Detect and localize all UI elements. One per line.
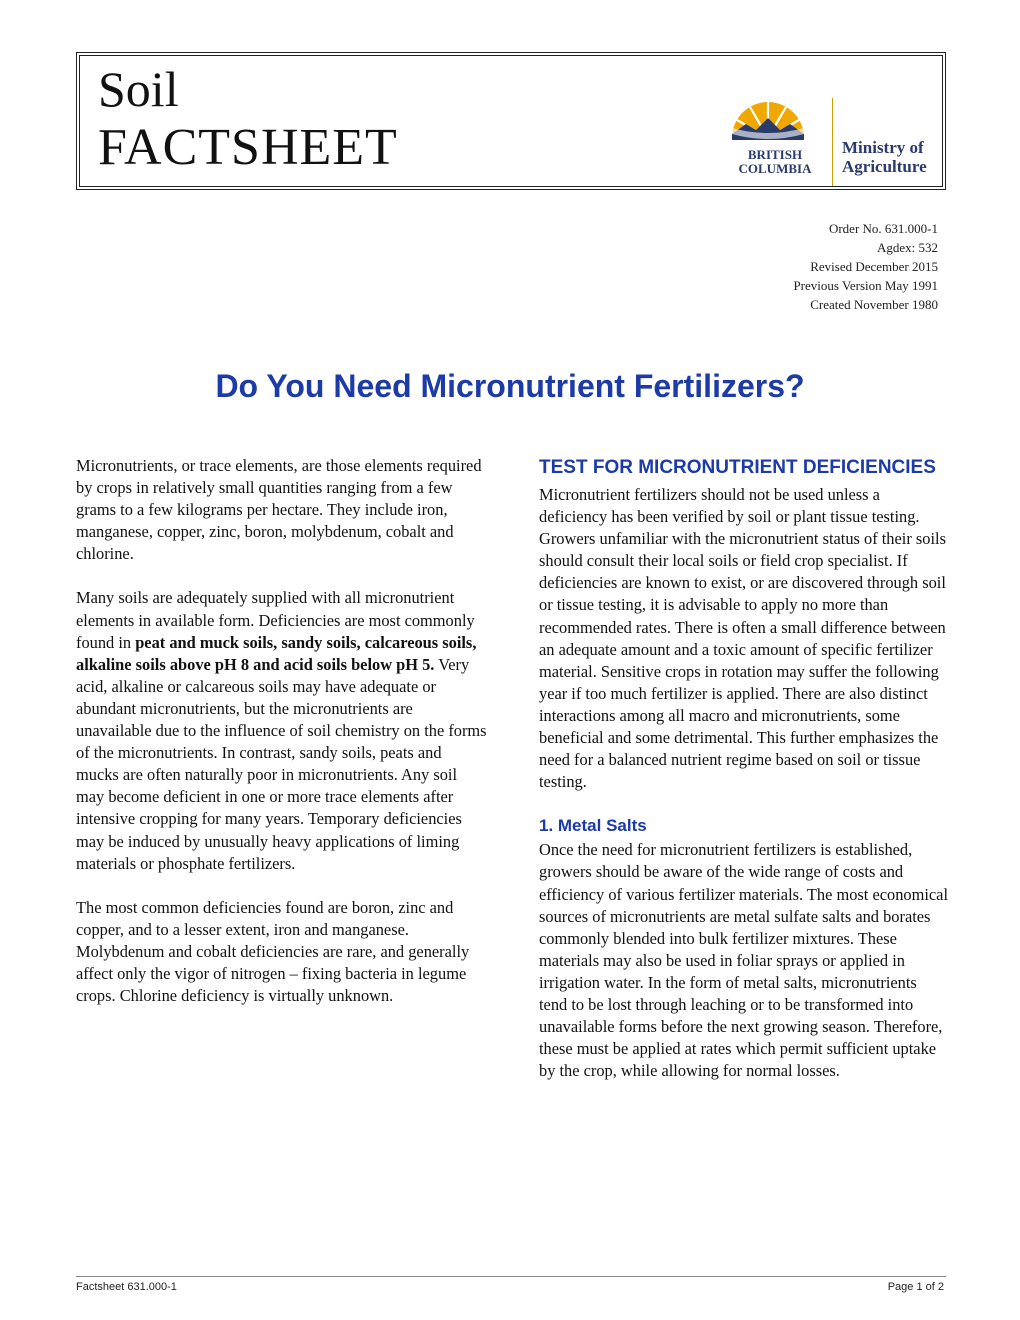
page-title: Do You Need Micronutrient Fertilizers? [215,368,805,404]
footer-page-number: Page 1 of 2 [887,1281,944,1293]
agdex: Agdex: 532 [876,240,938,255]
testing-paragraph: Micronutrient fertilizers should not be used unless a deficiency has been verified by soil or plant tissue testing. Growers unfamiliar with the micronutrient status of their soils should consult their local soils or field crop specialist. If deficiencies are known to exist, or are discovered through soil or tissue testing, it is advisable to apply no more than recommended rates. There is often a small difference between an adequate amount and a toxic amount of specific fertilizer material. Sensitive crops in rotation may suffer the following year if too much fertilizer is applied. There are also distinct interactions among all macro and micronutrients, some beneficial and some detrimental. This further emphasizes the need for a balanced nutrient regime based on soil or tissue testing. [539,485,946,792]
footer-divider [76,1276,946,1277]
footer-factsheet-number: Factsheet 631.000-1 [76,1281,177,1293]
bc-logo-text: BRITISH COLUMBIA [738,147,812,176]
deficiency-text-end: Very acid, alkaline or calcareous soils may have adequate or abundant micronutrients, but the micronutrients are unavailable due to the influence of soil chemistry on the forms of the micronutrients. In contrast, sandy soils, peats and mucks are often naturally poor in micronutrients. Any soil may become deficient in one or more trace elements after intensive cropping for many years. Temporary deficiencies may be induced by unusually heavy applications of liming materials or phosphate fertilizers. [76,654,487,873]
metal-salts-paragraph: Once the need for micronutrient fertilizers is established, growers should be aware of the wide range of costs and efficiency of various fertilizer materials. The most economical sources of micronutrients are metal sulfate salts and borates commonly blended into bulk fertilizer mixtures. These materials may also be used in foliar sprays or applied in irrigation water. In the form of metal salts, micronutrients tend to be lost through leaching or to be transformed into unavailable forms before the next growing season. Therefore, these must be applied at rates which permit sufficient uptake by the crop, while allowing for normal losses. [539,840,948,1081]
document-metadata [793,219,938,314]
deficiency-soils-bold: peat and muck soils, sandy soils, calcareous soils, alkaline soils above pH 8 and acid soils below pH 5. [76,632,477,674]
factsheet-header [76,52,946,190]
section-heading: TEST FOR MICRONUTRIENT DEFICIENCIES [539,457,936,478]
deficiency-text-start: Many soils are adequately supplied with all micronutrient elements in available form. Deficiencies are most commonly found in [76,588,475,652]
previous-version: Previous Version May 1991 [793,278,938,293]
header-factsheet: FACTSHEET [98,119,398,176]
common-deficiencies-paragraph: The most common deficiencies found are boron, zinc and copper, and to a lesser extent, iron and manganese. Molybdenum and cobalt deficiencies are rare, and generally affect only the vigor of nitrogen – fixing bacteria in legume crops. Chlorine deficiency is virtually unknown. [76,897,470,1006]
intro-paragraph: Micronutrients, or trace elements, are those elements required by crops in relatively small quantities ranging from a few grams to a few kilograms per hectare. They include iron, manganese, copper, zinc, boron, molybdenum, cobalt and chlorine. [76,456,482,564]
ministry-line-2: Agriculture [842,157,927,176]
ministry-name [842,138,927,176]
metal-salts-heading: 1. Metal Salts [539,816,647,836]
right-column [539,455,949,1104]
left-column [76,455,488,1029]
created-date: Created November 1980 [810,297,938,312]
header-soil: Soil [98,61,179,117]
order-number: Order No. 631.000-1 [828,221,938,236]
revised-date: Revised December 2015 [810,259,938,274]
logo-divider [832,98,833,186]
ministry-line-1: Ministry of [842,138,924,157]
deficiency-paragraph [76,587,488,874]
